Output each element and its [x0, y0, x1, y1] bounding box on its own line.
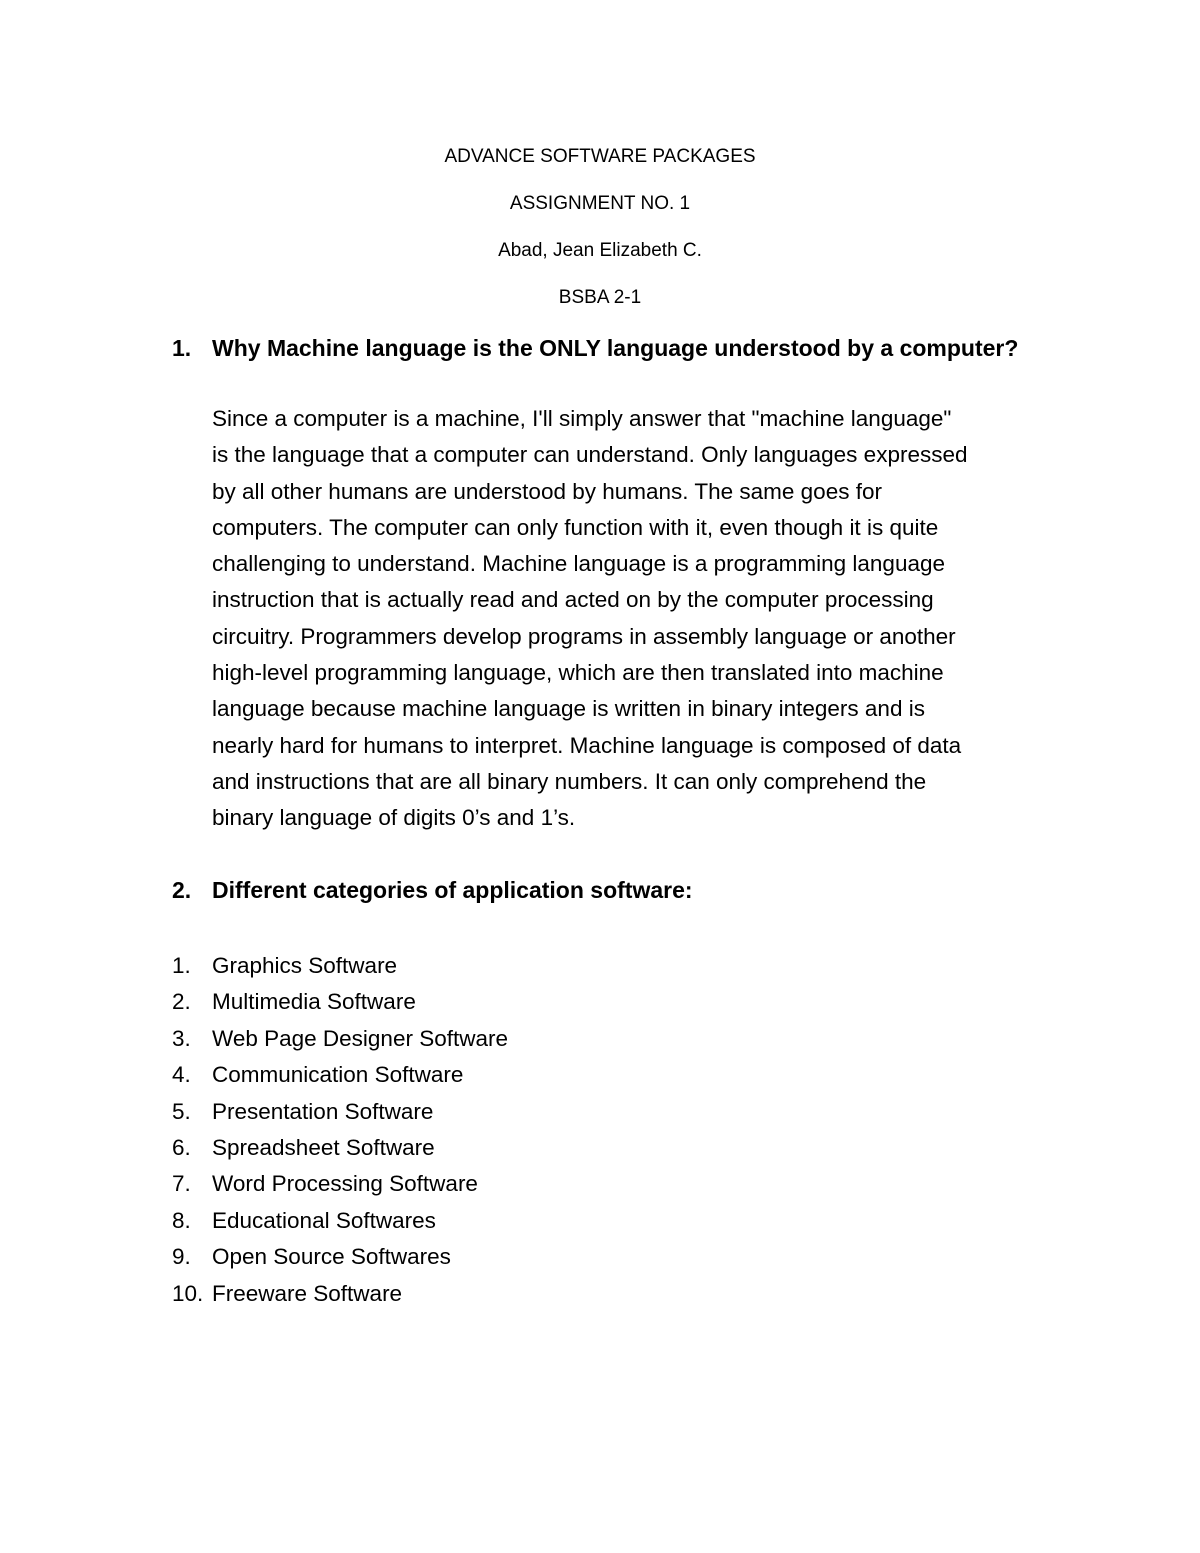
software-categories-list	[172, 948, 872, 1312]
list-item-label: Graphics Software	[212, 953, 398, 978]
list-item-label: Presentation Software	[212, 1098, 434, 1124]
list-item	[172, 984, 872, 1020]
course-title: ADVANCE SOFTWARE PACKAGES	[444, 146, 756, 167]
answer-line: computers. The computer can only function with it, even though it is quite	[212, 514, 939, 540]
list-item-number: 4.	[172, 1062, 191, 1088]
answer-line: circuitry. Programmers develop programs in assembly language or another	[212, 623, 956, 649]
answer-line: by all other humans are understood by humans. The same goes for	[212, 478, 882, 504]
question-2-number: 2.	[172, 877, 192, 903]
question-1-answer	[212, 401, 1112, 837]
list-item-label: Open Source Softwares	[212, 1244, 451, 1270]
list-item-number: 7.	[172, 1171, 191, 1197]
list-item-label: Communication Software	[212, 1062, 464, 1088]
student-section: BSBA 2-1	[558, 287, 642, 308]
list-item-number: 1.	[172, 953, 191, 978]
list-item	[172, 1094, 872, 1130]
list-item-label: Spreadsheet Software	[212, 1134, 435, 1160]
question-2-text: Different categories of application software:	[212, 877, 693, 903]
list-item-number: 3.	[172, 1025, 191, 1051]
list-item-label: Word Processing Software	[212, 1171, 478, 1197]
list-item-label: Multimedia Software	[212, 989, 416, 1015]
list-item-number: 2.	[172, 989, 191, 1015]
question-1	[172, 333, 1019, 363]
answer-line: nearly hard for humans to interpret. Machine language is composed of data	[212, 732, 962, 758]
list-item	[172, 1276, 872, 1312]
answer-line: instruction that is actually read and acted on by the computer processing	[212, 587, 934, 613]
answer-line: language because machine language is written in binary integers and is	[212, 696, 925, 722]
list-item-number: 8.	[172, 1207, 191, 1233]
list-item-label: Educational Softwares	[212, 1207, 436, 1233]
assignment-number: ASSIGNMENT NO. 1	[509, 193, 691, 214]
question-1-number: 1.	[172, 335, 192, 361]
answer-line: Since a computer is a machine, I'll simply answer that "machine language"	[212, 406, 952, 431]
answer-line: high-level programming language, which are then translated into machine	[212, 660, 944, 686]
list-item	[172, 1203, 872, 1239]
list-item	[172, 1239, 872, 1275]
list-item-label: Web Page Designer Software	[212, 1025, 508, 1051]
list-item-number: 9.	[172, 1244, 191, 1270]
answer-line: binary language of digits 0’s and 1’s.	[212, 805, 576, 831]
question-1-text: Why Machine language is the ONLY language understood by a computer?	[212, 335, 1019, 361]
list-item	[172, 948, 872, 984]
list-item-number: 5.	[172, 1098, 191, 1124]
list-item-number: 6.	[172, 1134, 191, 1160]
list-item	[172, 1166, 872, 1202]
answer-line: and instructions that are all binary numbers. It can only comprehend the	[212, 768, 927, 794]
list-item	[172, 1057, 872, 1093]
answer-line: challenging to understand. Machine language is a programming language	[212, 551, 945, 577]
list-item-number: 10.	[172, 1280, 204, 1306]
list-item	[172, 1021, 872, 1057]
answer-line: is the language that a computer can understand. Only languages expressed	[212, 442, 968, 468]
list-item-label: Freeware Software	[212, 1280, 403, 1306]
student-name: Abad, Jean Elizabeth C.	[498, 240, 702, 261]
question-2	[172, 875, 693, 905]
list-item	[172, 1130, 872, 1166]
